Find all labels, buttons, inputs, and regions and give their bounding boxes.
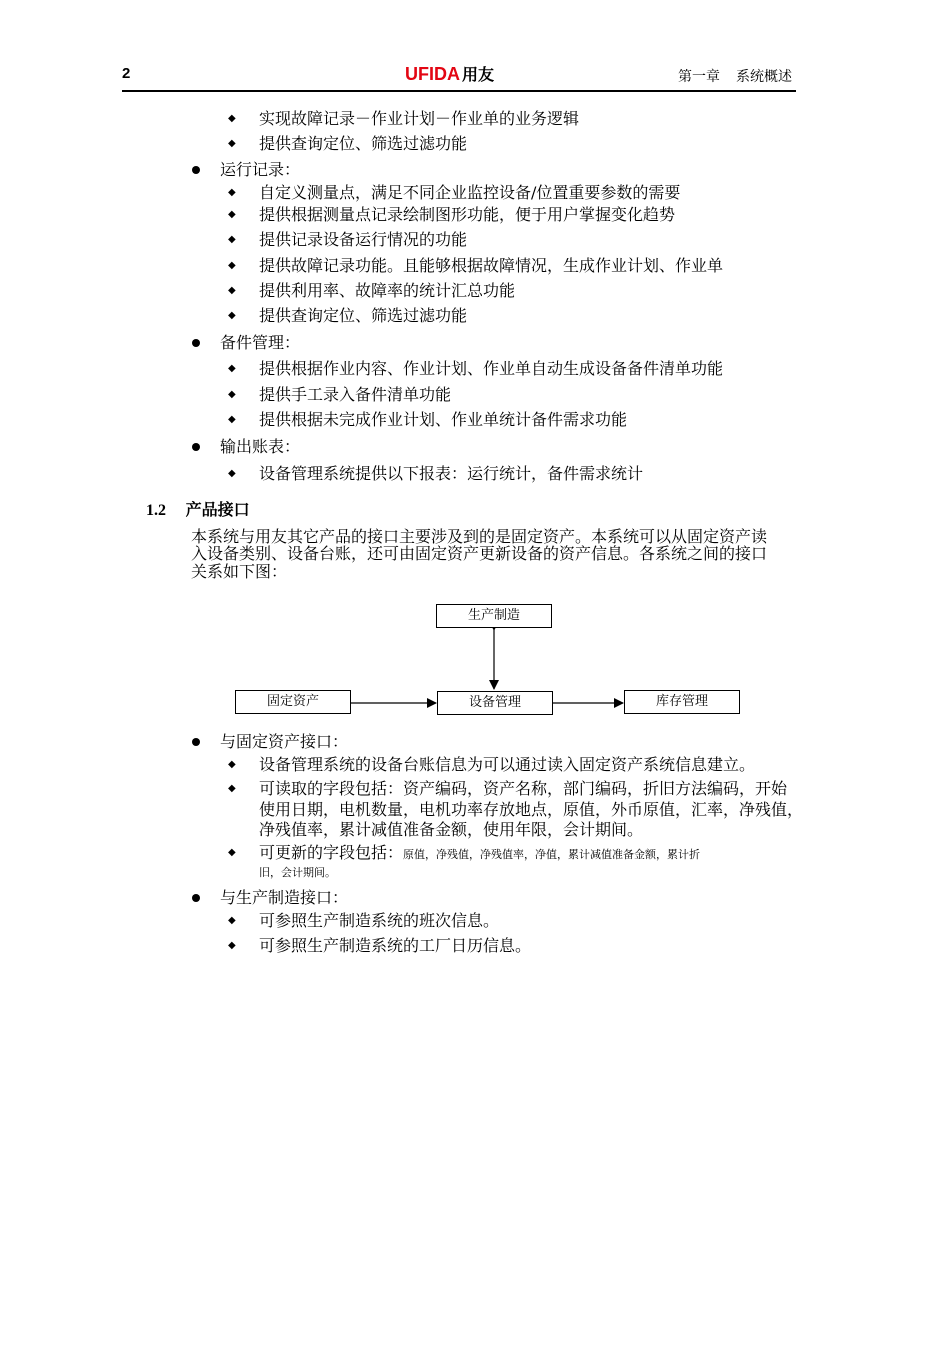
- diamond-bullet-icon: ◆: [228, 414, 236, 425]
- diamond-bullet-icon: ◆: [228, 468, 236, 479]
- diamond-bullet-icon: ◆: [228, 234, 236, 245]
- list-item-line: 使用日期，电机数量，电机功率存放地点，原值，外币原值，汇率，净残值，: [259, 800, 804, 819]
- logo-cn: 用友: [462, 67, 495, 84]
- diamond-bullet-icon: ◆: [228, 783, 236, 794]
- diamond-bullet-icon: ◆: [228, 138, 236, 149]
- chapter-number: 第一章: [678, 69, 720, 85]
- list-item: 可参照生产制造系统的班次信息。: [259, 911, 500, 930]
- diamond-bullet-icon: ◆: [228, 113, 236, 124]
- round-bullet-icon: [192, 738, 200, 746]
- diamond-bullet-icon: ◆: [228, 187, 236, 198]
- list-item: 提供查询定位、筛选过滤功能: [259, 134, 468, 153]
- paragraph-line: 入设备类别、设备台账，还可由固定资产更新设备的资产信息。各系统之间的接口: [191, 544, 768, 563]
- list-item: 提供根据未完成作业计划、作业单统计备件需求功能: [259, 410, 628, 429]
- list-item: 提供利用率、故障率的统计汇总功能: [259, 281, 516, 300]
- diamond-bullet-icon: ◆: [228, 389, 236, 400]
- diagram-box-inventory: 库存管理: [624, 690, 740, 714]
- diamond-bullet-icon: ◆: [228, 915, 236, 926]
- paragraph-line: 本系统与用友其它产品的接口主要涉及到的是固定资产。本系统可以从固定资产读: [191, 527, 768, 546]
- diamond-bullet-icon: ◆: [228, 260, 236, 271]
- list-item: 提供记录设备运行情况的功能: [259, 230, 468, 249]
- section-number: 1.2: [146, 502, 166, 519]
- list-item: 可参照生产制造系统的工厂日历信息。: [259, 936, 532, 955]
- diamond-bullet-icon: ◆: [228, 310, 236, 321]
- list-item-lead: 可更新的字段包括：: [259, 843, 404, 862]
- list-item: 设备管理系统的设备台账信息为可以通过读入固定资产系统信息建立。: [259, 755, 756, 774]
- list-item: 提供查询定位、筛选过滤功能: [259, 306, 468, 325]
- list-item: 提供根据作业内容、作业计划、作业单自动生成设备备件清单功能: [259, 359, 724, 378]
- list-item-line: 旧，会计期间。: [259, 866, 336, 879]
- logo-brand: UFIDA: [405, 64, 460, 84]
- list-item-detail: 原值，净残值，净残值率，净值，累计减值准备金额，累计折: [403, 848, 701, 861]
- list-heading: 备件管理：: [220, 333, 301, 352]
- diamond-bullet-icon: ◆: [228, 759, 236, 770]
- diamond-bullet-icon: ◆: [228, 847, 236, 858]
- section-title: 产品接口: [185, 500, 250, 519]
- list-item-line: 净残值率，累计减值准备金额，使用年限，会计期间。: [259, 820, 644, 839]
- list-heading: 与生产制造接口：: [220, 888, 349, 907]
- round-bullet-icon: [192, 894, 200, 902]
- list-item: 提供手工录入备件清单功能: [259, 385, 452, 404]
- list-item: 提供根据测量点记录绘制图形功能，便于用户掌握变化趋势: [259, 205, 676, 224]
- diamond-bullet-icon: ◆: [228, 363, 236, 374]
- diagram-box-production: 生产制造: [436, 604, 552, 628]
- list-heading: 运行记录：: [220, 160, 301, 179]
- diagram-box-fixed-assets: 固定资产: [235, 690, 351, 714]
- diamond-bullet-icon: ◆: [228, 940, 236, 951]
- list-item-line: 可读取的字段包括：资产编码，资产名称，部门编码，折旧方法编码，开始: [259, 779, 788, 798]
- diamond-bullet-icon: ◆: [228, 285, 236, 296]
- list-item: 自定义测量点，满足不同企业监控设备/位置重要参数的需要: [259, 183, 681, 202]
- chapter-title: 系统概述: [736, 69, 792, 85]
- list-heading: 与固定资产接口：: [220, 732, 349, 751]
- list-item-line: [259, 844, 700, 864]
- list-item: 设备管理系统提供以下报表：运行统计，备件需求统计: [259, 464, 644, 483]
- page-number: 2: [122, 65, 131, 82]
- diamond-bullet-icon: ◆: [228, 209, 236, 220]
- paragraph-line: 关系如下图：: [191, 562, 288, 581]
- list-heading: 输出账表：: [220, 437, 301, 456]
- list-item: 提供故障记录功能。且能够根据故障情况，生成作业计划、作业单: [259, 256, 724, 275]
- list-item: 实现故障记录－作业计划－作业单的业务逻辑: [259, 109, 580, 128]
- diagram-box-equipment: 设备管理: [437, 691, 553, 715]
